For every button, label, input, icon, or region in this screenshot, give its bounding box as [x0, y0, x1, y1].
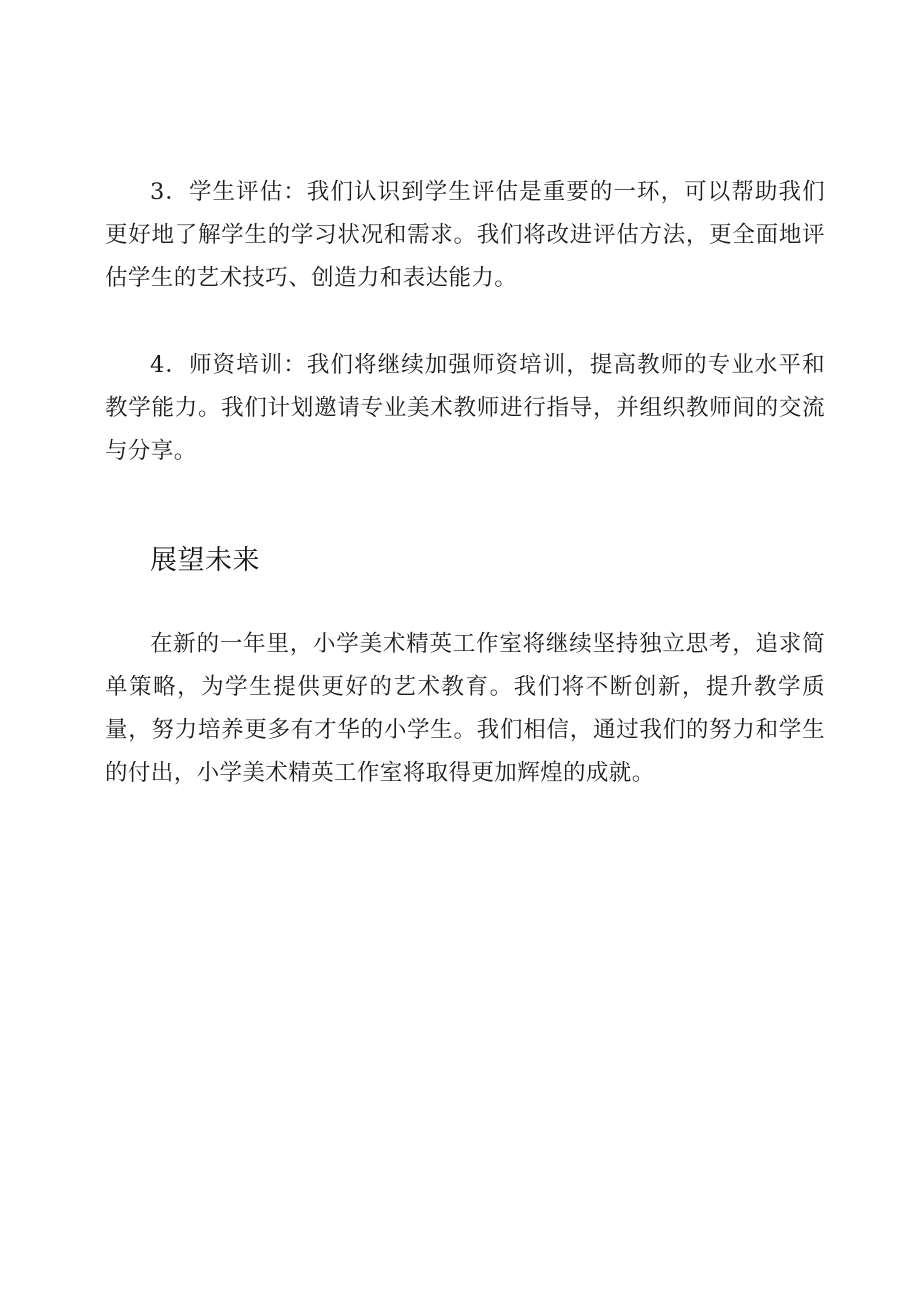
document-content — [105, 171, 825, 795]
paragraph-outlook-body: 在新的一年里，小学美术精英工作室将继续坚持独立思考，追求简单策略，为学生提供更好的艺术教育。我们将不断创新，提升教学质量，努力培养更多有才华的小学生。我们相信，通过我们的努力和学生的付出，小学美术精英工作室将取得更加辉煌的成就。 — [105, 631, 825, 786]
section-heading-outlook: 展望未来 — [150, 545, 260, 576]
paragraph-student-assessment: 3．学生评估：我们认识到学生评估是重要的一环，可以帮助我们更好地了解学生的学习状况和需求。我们将改进评估方法，更全面地评估学生的艺术技巧、创造力和表达能力。 — [105, 179, 825, 291]
paragraph-teacher-training: 4．师资培训：我们将继续加强师资培训，提高教师的专业水平和教学能力。我们计划邀请专业美术教师进行指导，并组织教师间的交流与分享。 — [105, 352, 825, 464]
